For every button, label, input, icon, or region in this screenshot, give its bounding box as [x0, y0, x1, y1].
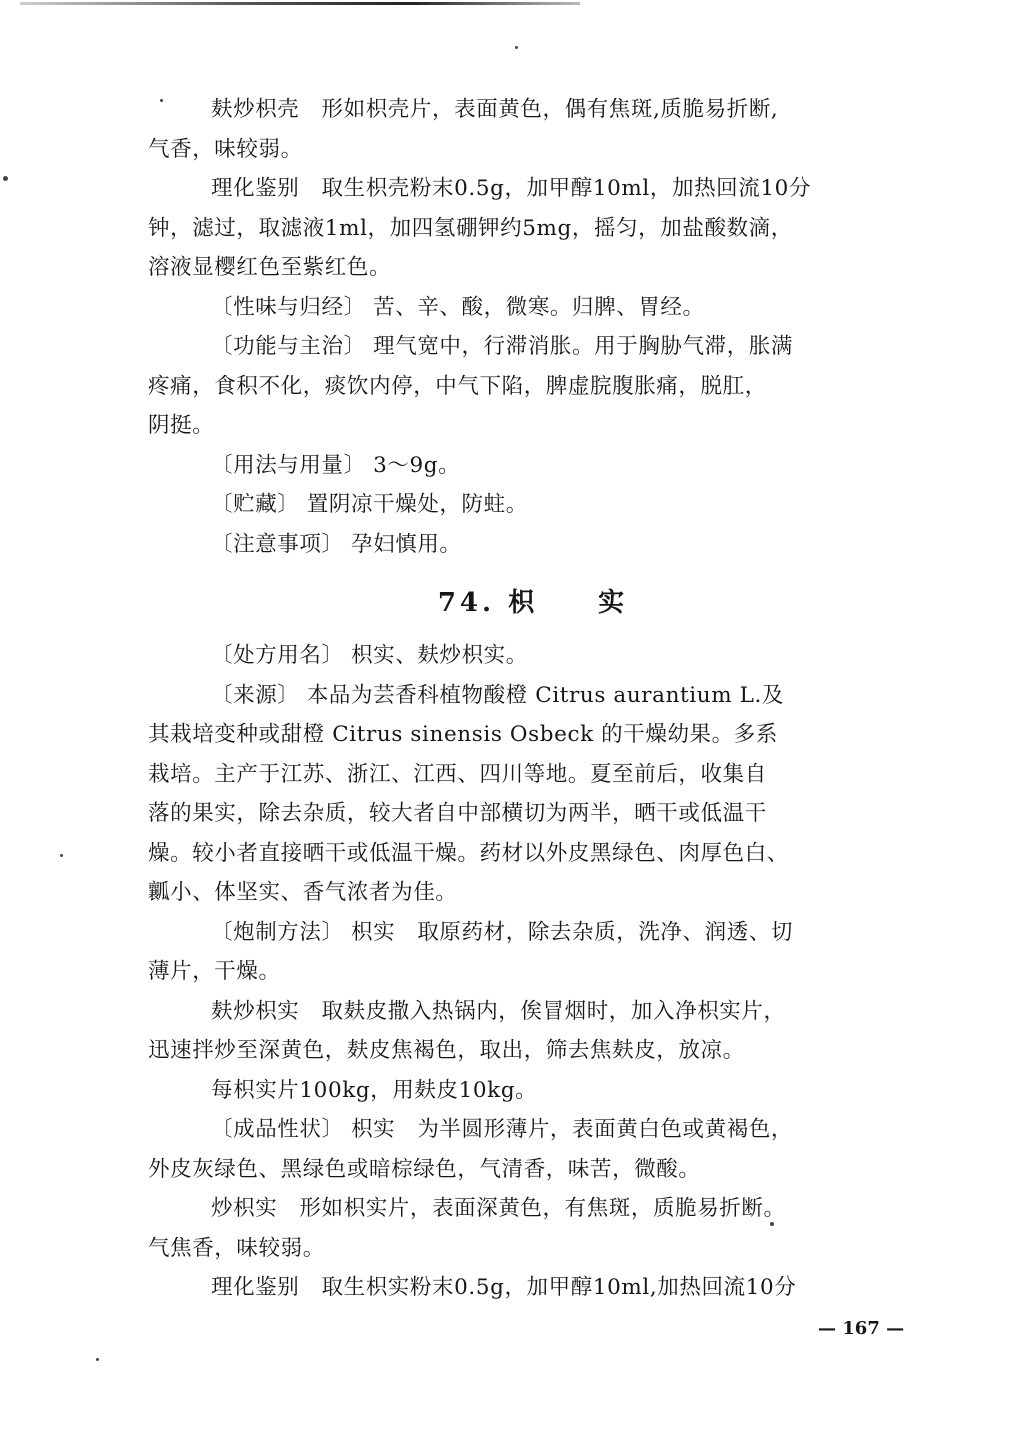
text-line: 其栽培变种或甜橙 Citrus sinensis Osbeck 的干燥幼果。多系 [148, 722, 778, 747]
text-line: 〔功能与主治〕 理气宽中，行滞消胀。用于胸胁气滞，胀满 [211, 334, 794, 359]
text-line: 〔处方用名〕 枳实、麸炒枳实。 [211, 643, 528, 668]
text-line: 瓤小、体坚实、香气浓者为佳。 [148, 880, 458, 905]
text-line: 〔炮制方法〕 枳实 取原药材，除去杂质，洗净、润透、切 [211, 919, 794, 945]
text-line: 〔用法与用量〕 3～9g。 [211, 452, 461, 478]
text-line: 落的果实，除去杂质，较大者自中部横切为两半，晒干或低温干 [148, 801, 767, 826]
lower-text-block [148, 636, 918, 1308]
text-line: 麸炒枳壳 形如枳壳片，表面黄色，偶有焦斑,质脆易折断, [211, 97, 779, 122]
scan-top-edge [20, 2, 580, 5]
text-line: 薄片，干燥。 [148, 959, 281, 984]
text-line: 〔成品性状〕 枳实 为半圆形薄片，表面黄白色或黄褐色， [211, 1117, 794, 1142]
text-line: 〔来源〕 本品为芸香科植物酸橙 Citrus aurantium L.及 [211, 682, 785, 708]
text-line: 理化鉴别 取生枳壳粉末0.5g，加甲醇10ml，加热回流10分 [211, 176, 812, 201]
scan-speck [60, 854, 63, 857]
section-heading [148, 572, 918, 634]
scan-speck [3, 176, 8, 181]
text-line: 气香，味较弱。 [148, 136, 303, 162]
text-line: 栽培。主产于江苏、浙江、江西、四川等地。夏至前后，收集自 [148, 761, 767, 787]
text-line: 外皮灰绿色、黑绿色或暗棕绿色，气清香，味苦，微酸。 [148, 1156, 701, 1182]
text-line: 麸炒枳实 取麸皮撒入热锅内，俟冒烟时，加入净枳实片， [211, 998, 786, 1024]
text-line: 每枳实片100kg，用麸皮10kg。 [211, 1077, 538, 1103]
text-line: 溶液显樱红色至紫红色。 [148, 255, 392, 280]
text-line: 钟，滤过，取滤液1ml，加四氢硼钾约5mg，摇匀，加盐酸数滴， [148, 215, 793, 241]
scan-speck [96, 1358, 99, 1361]
section-title-char-1: 枳 [508, 588, 539, 618]
text-line: 阴挺。 [148, 413, 215, 438]
upper-text-block [148, 90, 918, 564]
section-number: 74. [437, 588, 496, 618]
text-line: 疼痛，食积不化，痰饮内停，中气下陷，脾虚脘腹胀痛，脱肛， [148, 373, 767, 399]
text-line: 气焦香，味较弱。 [148, 1235, 325, 1261]
text-line: 迅速拌炒至深黄色，麸皮焦褐色，取出，筛去焦麸皮，放凉。 [148, 1038, 745, 1063]
section-title-char-2: 实 [598, 588, 629, 618]
document-page [148, 90, 918, 1308]
scan-speck [515, 46, 518, 49]
text-line: 炒枳实 形如枳实片，表面深黄色，有焦斑，质脆易折断。 [211, 1196, 786, 1221]
scan-speck [770, 1222, 774, 1226]
scan-speck [160, 99, 163, 102]
text-line: 〔贮藏〕 置阴凉干燥处，防蛀。 [211, 492, 528, 517]
page-number: — 167 — [818, 1318, 905, 1339]
text-line: 〔注意事项〕 孕妇慎用。 [211, 531, 462, 557]
text-line: 〔性味与归经〕 苦、辛、酸，微寒。归脾、胃经。 [211, 294, 705, 320]
text-line: 燥。较小者直接晒干或低温干燥。药材以外皮黑绿色、肉厚色白、 [148, 840, 789, 866]
text-line: 理化鉴别 取生枳实粉末0.5g，加甲醇10ml,加热回流10分 [211, 1275, 797, 1300]
